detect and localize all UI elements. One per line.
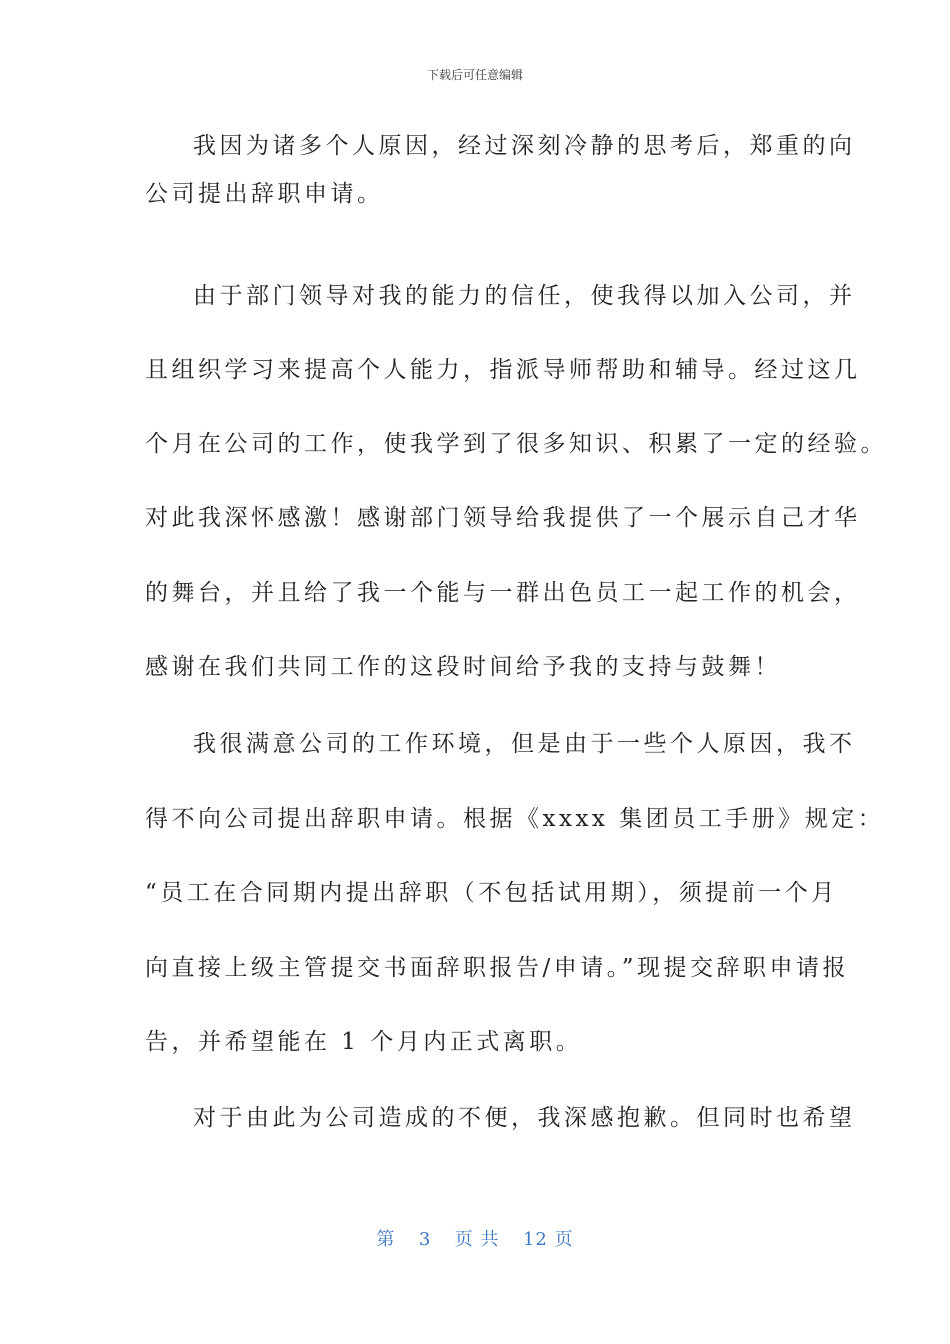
paragraph-line: 得不向公司提出辞职申请。根据《xxxx 集团员工手册》规定： — [145, 806, 885, 832]
paragraph-line: 告，并希望能在 1 个月内正式离职。 — [145, 1029, 583, 1055]
paragraph-line: 感谢在我们共同工作的这段时间给予我的支持与鼓舞！ — [145, 654, 781, 680]
current-page-number: 3 — [418, 1229, 432, 1250]
footer-prefix: 第 — [376, 1229, 396, 1250]
page-footer — [0, 1225, 950, 1251]
paragraph-line: 公司提出辞职申请。 — [145, 181, 384, 207]
paragraph-line: 对于由此为公司造成的不便，我深感抱歉。但同时也希望 — [193, 1105, 856, 1131]
total-pages-number: 12 — [522, 1229, 548, 1250]
paragraph-line: 个月在公司的工作，使我学到了很多知识、积累了一定的经验。 — [145, 431, 887, 457]
paragraph-line: 且组织学习来提高个人能力，指派导师帮助和辅导。经过这几 — [145, 357, 861, 383]
page-header: 下载后可任意编辑 — [426, 68, 523, 82]
paragraph-line: 对此我深怀感激！感谢部门领导给我提供了一个展示自己才华 — [145, 505, 861, 531]
paragraph-line: 由于部门领导对我的能力的信任，使我得以加入公司，并 — [193, 283, 856, 309]
paragraph-line: 向直接上级主管提交书面辞职报告/申请。”现提交辞职申请报 — [145, 955, 850, 981]
paragraph-line: 我因为诸多个人原因，经过深刻冷静的思考后，郑重的向 — [193, 133, 856, 159]
paragraph-line: 我很满意公司的工作环境，但是由于一些个人原因，我不 — [193, 731, 856, 757]
footer-suffix: 页 — [554, 1229, 574, 1250]
footer-middle: 页 共 — [454, 1229, 500, 1250]
paragraph-line: “员工在合同期内提出辞职（不包括试用期），须提前一个月 — [145, 880, 838, 906]
paragraph-line: 的舞台，并且给了我一个能与一群出色员工一起工作的机会， — [145, 580, 861, 606]
